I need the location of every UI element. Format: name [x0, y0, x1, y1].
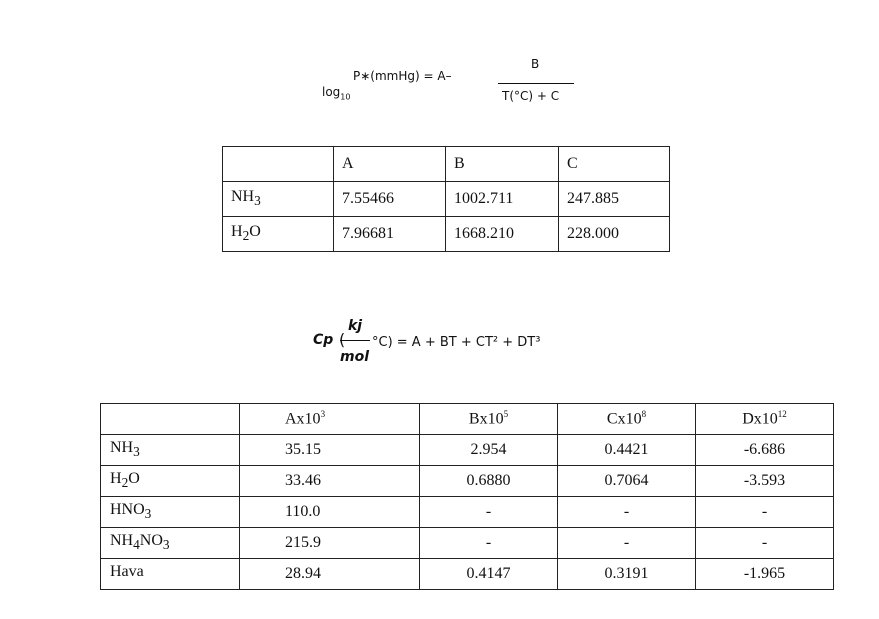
header-text: Dx10 [742, 410, 778, 428]
header-text: Bx10 [468, 410, 504, 428]
header-exponent: 3 [320, 409, 326, 420]
table-header-row [101, 404, 834, 435]
compound-text: NO [139, 532, 163, 550]
compound-subscript: 3 [162, 537, 170, 553]
compound-cell [101, 435, 240, 466]
value-cell: 0.4421 [558, 435, 696, 466]
log-text: log [322, 85, 341, 99]
value-cell: -1.965 [696, 559, 834, 590]
compound-text: NH [110, 532, 134, 550]
value-cell: 247.885 [559, 182, 670, 217]
compound-subscript: 3 [144, 506, 152, 522]
compound-cell [101, 559, 240, 590]
value-cell: 0.6880 [420, 466, 558, 497]
header-cell [696, 404, 834, 435]
header-cell [558, 404, 696, 435]
value-cell: - [420, 497, 558, 528]
header-exponent: 8 [641, 409, 647, 420]
value-cell: -3.593 [696, 466, 834, 497]
value-cell: 228.000 [559, 217, 670, 252]
value-cell: 33.46 [240, 466, 420, 497]
value-cell: 0.4147 [420, 559, 558, 590]
value-cell: -6.686 [696, 435, 834, 466]
compound-cell [101, 497, 240, 528]
compound-subscript: 3 [254, 193, 261, 209]
value-cell: 35.15 [240, 435, 420, 466]
header-cell: C [559, 147, 670, 182]
compound-subscript: 2 [121, 475, 129, 491]
table-row [101, 528, 834, 559]
compound-cell [101, 528, 240, 559]
open-paren: ( [339, 330, 346, 349]
value-cell: 7.96681 [334, 217, 446, 252]
compound-text: O [128, 470, 140, 488]
header-exponent: 5 [503, 409, 509, 420]
compound-subscript: 3 [133, 444, 140, 460]
value-cell: 110.0 [240, 497, 420, 528]
table-row [101, 435, 834, 466]
compound-cell [101, 466, 240, 497]
compound-text: H [110, 470, 122, 488]
value-cell: 28.94 [240, 559, 420, 590]
value-cell: 0.3191 [558, 559, 696, 590]
header-cell [223, 147, 334, 182]
cp-symbol: Cp [313, 332, 334, 348]
header-cell: B [446, 147, 559, 182]
value-cell: 7.55466 [334, 182, 446, 217]
unit-fraction-bar [340, 340, 370, 341]
vapor-pressure-equation [318, 55, 618, 115]
heat-capacity-table [100, 403, 834, 590]
header-cell [101, 404, 240, 435]
value-cell: - [696, 497, 834, 528]
header-cell [420, 404, 558, 435]
value-cell: 1668.210 [446, 217, 559, 252]
log-base: 10 [340, 92, 351, 102]
fraction-denominator: T(°C) + C [502, 89, 560, 103]
header-cell [240, 404, 420, 435]
value-cell: - [558, 497, 696, 528]
table-header-row [223, 147, 670, 182]
table-row [101, 559, 834, 590]
header-text: Cx10 [606, 410, 642, 428]
compound-text: HNO [110, 501, 145, 519]
table-row [101, 497, 834, 528]
equation-rhs: °C) = A + BT + CT² + DT³ [372, 335, 541, 350]
compound-text: Hava [110, 563, 144, 581]
header-text: Ax10 [285, 410, 321, 428]
value-cell: - [696, 528, 834, 559]
equation-lhs: P∗(mmHg) = A– [353, 69, 452, 83]
value-cell: 215.9 [240, 528, 420, 559]
heat-capacity-table-body [101, 435, 834, 590]
compound-suffix: O [249, 223, 261, 241]
value-cell: - [420, 528, 558, 559]
compound-text: NH [110, 439, 134, 457]
compound-text: NH [231, 188, 255, 206]
compound-text: H [231, 223, 243, 241]
value-cell: 2.954 [420, 435, 558, 466]
header-exponent: 12 [777, 409, 787, 420]
compound-subscript: 4 [133, 537, 140, 553]
compound-cell [223, 182, 334, 217]
table-row [223, 182, 670, 217]
unit-denominator: mol [340, 349, 370, 365]
table-row [223, 217, 670, 252]
fraction-bar [498, 83, 574, 84]
header-cell: A [334, 147, 446, 182]
value-cell: 0.7064 [558, 466, 696, 497]
log10-term [322, 85, 350, 101]
fraction-numerator: B [531, 57, 540, 71]
value-cell: - [558, 528, 696, 559]
antoine-constants-table [222, 146, 670, 252]
unit-numerator: kj [348, 318, 363, 334]
table-row [101, 466, 834, 497]
value-cell: 1002.711 [446, 182, 559, 217]
compound-cell [223, 217, 334, 252]
heat-capacity-equation [310, 318, 610, 378]
compound-subscript: 2 [242, 228, 250, 244]
